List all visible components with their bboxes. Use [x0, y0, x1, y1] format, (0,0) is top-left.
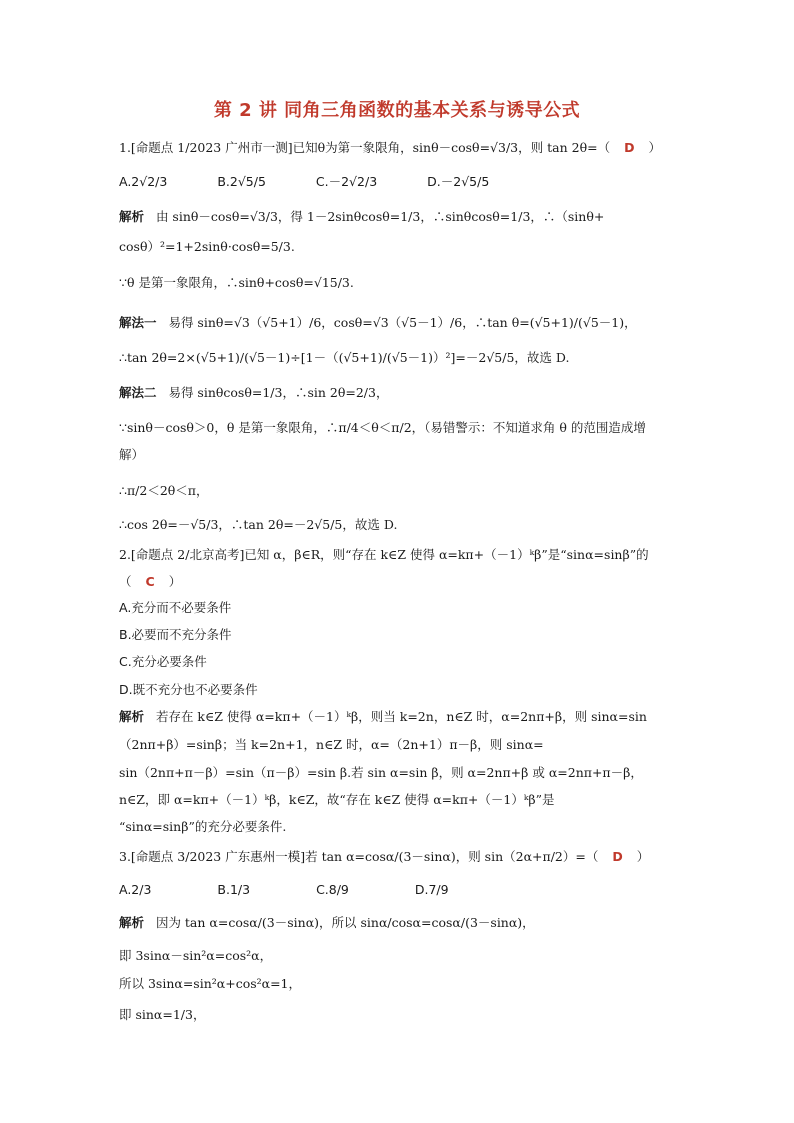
q1-option-c: C.－2√2/3 [315, 174, 378, 189]
q2-answer: C [145, 574, 155, 589]
q3-option-c: C.8/9 [316, 882, 349, 897]
q1-answer: D [624, 140, 635, 155]
q3-solution-line-4: 即 sinα=1/3， [119, 1007, 206, 1022]
q1-solution-text-1: 由 sinθ－cosθ=√3/3，得 1－2sinθcosθ=1/3，∴sinθcosθ=1/3，∴（sinθ+ [155, 209, 605, 224]
q3-stem-text: 3.[命题点 3/2023 广东惠州一模]若 tan α=cosα/(3－sinα)，则 sin（2α+π/2）=（ [119, 849, 599, 864]
q1-stem-text: 1.[命题点 1/2023 广州市一测]已知θ为第一象限角，sinθ－cosθ=√3/3，则 tan 2θ=（ [119, 140, 611, 155]
q1-solution-label: 解析 [119, 209, 145, 224]
q1-option-a: A.2√2/3 [119, 174, 168, 189]
q2-solution-line-2: （2nπ+β）=sinβ；当 k=2n+1，n∈Z 时，α=（2n+1）π－β，则 sinα= [119, 737, 544, 752]
q3-close: ） [636, 849, 650, 864]
q1-method2-line-3: 解） [119, 447, 145, 462]
q2-solution-line-3: sin（2nπ+π－β）=sin（π－β）=sin β.若 sin α=sin β，则 α=2nπ+β 或 α=2nπ+π－β， [119, 765, 643, 780]
q1-options [119, 172, 535, 192]
q2-option-d: D.既不充分也不必要条件 [119, 682, 258, 697]
q1-method1-line-2: ∴tan 2θ=2×(√5+1)/(√5－1)÷[1－（(√5+1)/(√5－1)）²]=－2√5/5，故选 D. [119, 350, 570, 365]
q2-solution-label: 解析 [119, 709, 145, 724]
q3-solution-text-1: 因为 tan α=cosα/(3－sinα)，所以 sinα/cosα=cosα/(3－sinα)， [155, 915, 535, 930]
q3-option-b: B.1/3 [217, 882, 251, 897]
q3-option-a: A.2/3 [119, 882, 152, 897]
q3-options [119, 880, 495, 900]
q2-option-c: C.充分必要条件 [119, 654, 207, 669]
q3-solution-line-1 [119, 913, 535, 933]
q2-stem: 2.[命题点 2/北京高考]已知 α，β∈R，则“存在 k∈Z 使得 α=kπ+（－1）ᵏβ”是“sinα=sinβ”的 [119, 547, 649, 562]
q2-solution-line-4: n∈Z，即 α=kπ+（－1）ᵏβ，k∈Z，故“存在 k∈Z 使得 α=kπ+（－1）ᵏβ”是 [119, 792, 555, 807]
q1-option-d: D.－2√5/5 [427, 174, 490, 189]
q3-solution-line-3: 所以 3sinα=sin²α+cos²α=1， [119, 976, 302, 991]
q1-method1-text-1: 易得 sinθ=√3（√5+1）/6，cosθ=√3（√5－1）/6，∴tan θ=(√5+1)/(√5－1)， [168, 315, 637, 330]
q2-solution-line-5: “sinα=sinβ”的充分必要条件. [119, 819, 287, 834]
q2-solution-line-1 [119, 707, 647, 727]
q2-solution-text-1: 若存在 k∈Z 使得 α=kπ+（－1）ᵏβ，则当 k=2n，n∈Z 时，α=2nπ+β，则 sinα=sin [155, 709, 647, 724]
q1-solution-line-3: ∵θ 是第一象限角，∴sinθ+cosθ=√15/3. [119, 275, 354, 290]
q3-solution-line-2: 即 3sinα－sin²α=cos²α， [119, 948, 273, 963]
q1-method2-label: 解法二 [119, 385, 157, 400]
q3-option-d: D.7/9 [414, 882, 449, 897]
q3-solution-label: 解析 [119, 915, 145, 930]
q1-stem [119, 138, 661, 158]
q3-stem [119, 847, 649, 867]
q1-solution-line-1 [119, 207, 604, 227]
q2-option-b: B.必要而不充分条件 [119, 627, 232, 642]
q1-method2-line-2: ∵sinθ－cosθ＞0，θ 是第一象限角，∴π/4＜θ＜π/2，（易错警示：不知道求角 θ 的范围造成增 [119, 420, 646, 435]
q1-solution-line-2: cosθ）²=1+2sinθ·cosθ=5/3. [119, 239, 295, 254]
q1-method2-line-1 [119, 383, 388, 403]
q1-method2-line-4: ∴π/2＜2θ＜π， [119, 483, 209, 498]
q2-option-a: A.充分而不必要条件 [119, 600, 232, 615]
q2-answer-line [119, 572, 181, 592]
q1-close: ） [648, 140, 661, 155]
q2-open: （ [119, 574, 132, 589]
q1-method2-text-1: 易得 sinθcosθ=1/3，∴sin 2θ=2/3， [168, 385, 389, 400]
q1-option-b: B.2√5/5 [217, 174, 266, 189]
page-title: 第 2 讲 同角三角函数的基本关系与诱导公式 [213, 100, 581, 121]
q2-close: ） [168, 574, 182, 589]
q1-method1-line-1 [119, 313, 637, 333]
q3-answer: D [612, 849, 623, 864]
q1-method1-label: 解法一 [119, 315, 157, 330]
q1-method2-line-5: ∴cos 2θ=－√5/3，∴tan 2θ=－2√5/5，故选 D. [119, 517, 398, 532]
